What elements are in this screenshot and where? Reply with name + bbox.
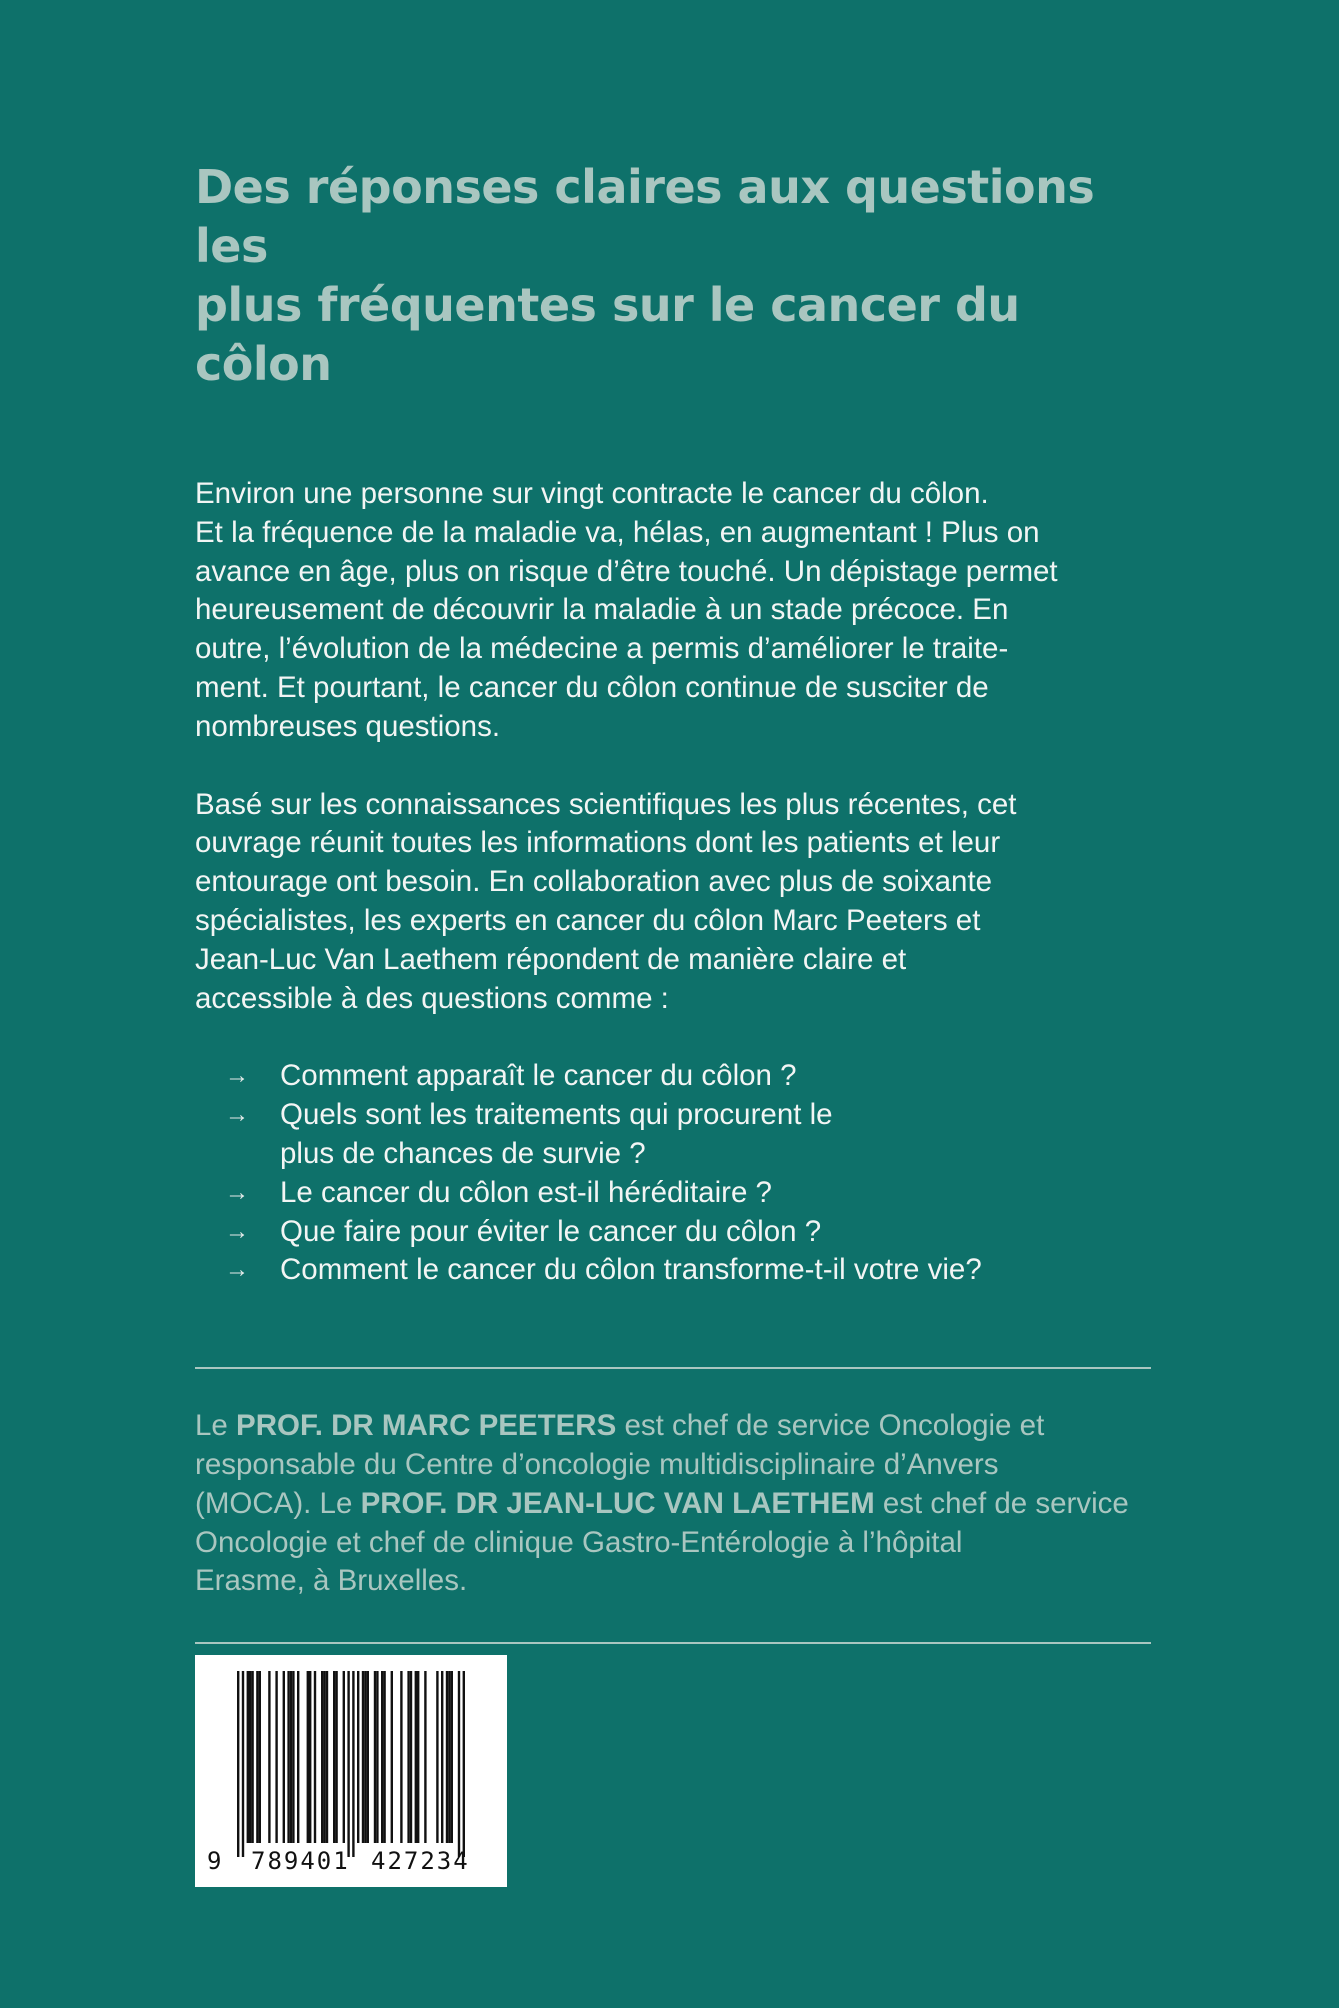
author-text: Erasme, à Bruxelles. [195,1564,468,1598]
author-name: PROF. DR MARC PEETERS [236,1409,617,1443]
description-line: entourage ont besoin. En collaboration avec plus de soixante [195,865,993,899]
question-text: Que faire pour éviter le cancer du côlon ? [280,1214,822,1248]
barcode-bar [326,1671,328,1843]
barcode-bar [441,1671,443,1843]
intro-line: ment. Et pourtant, le cancer du côlon continue de susciter de [195,670,989,704]
barcode-bar [357,1671,359,1843]
question-item [195,1057,1155,1096]
question-text: Le cancer du côlon est-il héréditaire ? [280,1175,772,1209]
question-item [195,1096,1155,1174]
barcode-bar [314,1671,316,1843]
question-text: Comment apparaît le cancer du côlon ? [280,1059,797,1093]
arrow-right-icon: → [225,1101,249,1129]
barcode-bar [251,1671,253,1843]
arrow-right-icon: → [225,1062,249,1090]
barcode-bar [436,1671,438,1843]
arrow-right-icon: → [225,1256,249,1284]
author-text: Oncologie et chef de clinique Gastro-Entérologie à l’hôpital [195,1525,963,1559]
barcode-digits [195,1847,507,1879]
authors-bio [195,1407,1155,1601]
barcode-bar [321,1671,323,1843]
question-text: Quels sont les traitements qui procurent le [280,1098,833,1132]
question-item [195,1213,1155,1252]
barcode-bar [287,1671,289,1843]
barcode-bar [391,1671,393,1843]
barcode-bar [259,1671,261,1843]
barcode-bar [292,1671,294,1843]
description-line: spécialistes, les experts en cancer du côlon Marc Peeters et [195,903,981,937]
intro-line: Et la fréquence de la maladie va, hélas, en augmentant ! Plus on [195,515,1040,549]
barcode-bar [407,1671,409,1843]
description-line: Basé sur les connaissances scientifiques les plus récentes, cet [195,787,1017,821]
barcode-bar [352,1671,354,1857]
author-text: (MOCA). Le [195,1486,361,1520]
question-item [195,1251,1155,1290]
barcode-bar [247,1671,249,1843]
cover-content [195,158,1155,1736]
barcode-bar [347,1671,349,1857]
barcode-bar [364,1671,366,1843]
description-paragraph [195,786,1155,1019]
headline [195,158,1155,394]
barcode-bar [362,1671,364,1843]
barcode-bar [309,1671,311,1843]
intro-paragraph [195,475,1155,747]
questions-list [195,1057,1155,1290]
barcode-bar [333,1671,335,1843]
barcode-bar [463,1671,465,1857]
barcode-bar [297,1671,299,1843]
barcode-bar [249,1671,251,1843]
barcode-bar [242,1671,244,1857]
barcode-bar [446,1671,448,1843]
barcode-bar [376,1671,378,1843]
intro-line: avance en âge, plus on risque d’être touché. Un dépistage permet [195,554,1058,588]
barcode-bar [410,1671,412,1843]
barcode-bar [290,1671,292,1843]
description-line: Jean-Luc Van Laethem répondent de manière claire et [195,942,907,976]
author-text: est chef de service [874,1486,1129,1520]
barcode-bar [343,1671,345,1843]
divider [195,1642,1151,1644]
intro-line: nombreuses questions. [195,709,501,743]
barcode-bar [283,1671,285,1843]
barcode-left-group: 789401 [251,1847,350,1875]
intro-line: Environ une personne sur vingt contracte le cancer du côlon. [195,477,989,510]
barcode-bar [424,1671,426,1843]
author-name: PROF. DR JEAN-LUC VAN LAETHEM [360,1486,875,1520]
barcode-bar [323,1671,325,1843]
barcode-bar [448,1671,450,1843]
arrow-right-icon: → [225,1217,249,1245]
intro-line: heureusement de découvrir la maladie à un stade précoce. En [195,593,1009,627]
description-line: accessible à des questions comme : [195,981,669,1015]
divider [195,1367,1151,1369]
barcode-bar [237,1671,239,1857]
barcode-bar [381,1671,383,1843]
barcode-bar [400,1671,402,1843]
barcode-bar [415,1671,417,1843]
arrow-right-icon: → [225,1178,249,1206]
barcode-bar [307,1671,309,1843]
question-item [195,1174,1155,1213]
author-text: est chef de service Oncologie et [616,1409,1045,1443]
headline-line: Des réponses claires aux questions les [195,160,1095,273]
barcode-first-digit: 9 [207,1847,222,1875]
barcode-bar [367,1671,369,1843]
barcode-bar [275,1671,277,1843]
barcode-right-group: 427234 [371,1847,470,1875]
headline-line: plus fréquentes sur le cancer du côlon [195,278,1020,391]
barcode-bar [268,1671,270,1843]
barcode-bar [458,1671,460,1857]
barcode-bar [383,1671,385,1843]
isbn-barcode [195,1655,507,1887]
barcode-bar [335,1671,337,1843]
barcode-bar [417,1671,419,1843]
barcode-bar [374,1671,376,1843]
barcode-bar [451,1671,453,1843]
barcode-bar [256,1671,258,1843]
description-line: ouvrage réunit toutes les informations dont les patients et leur [195,826,1001,860]
question-text: Comment le cancer du côlon transforme-t-il votre vie? [280,1253,982,1287]
author-text: Le [195,1409,237,1443]
author-text: responsable du Centre d’oncologie multidisciplinaire d’Anvers [195,1447,999,1481]
question-text: plus de chances de survie ? [280,1136,646,1170]
intro-line: outre, l’évolution de la médecine a permis d’améliorer le traite- [195,632,1009,666]
